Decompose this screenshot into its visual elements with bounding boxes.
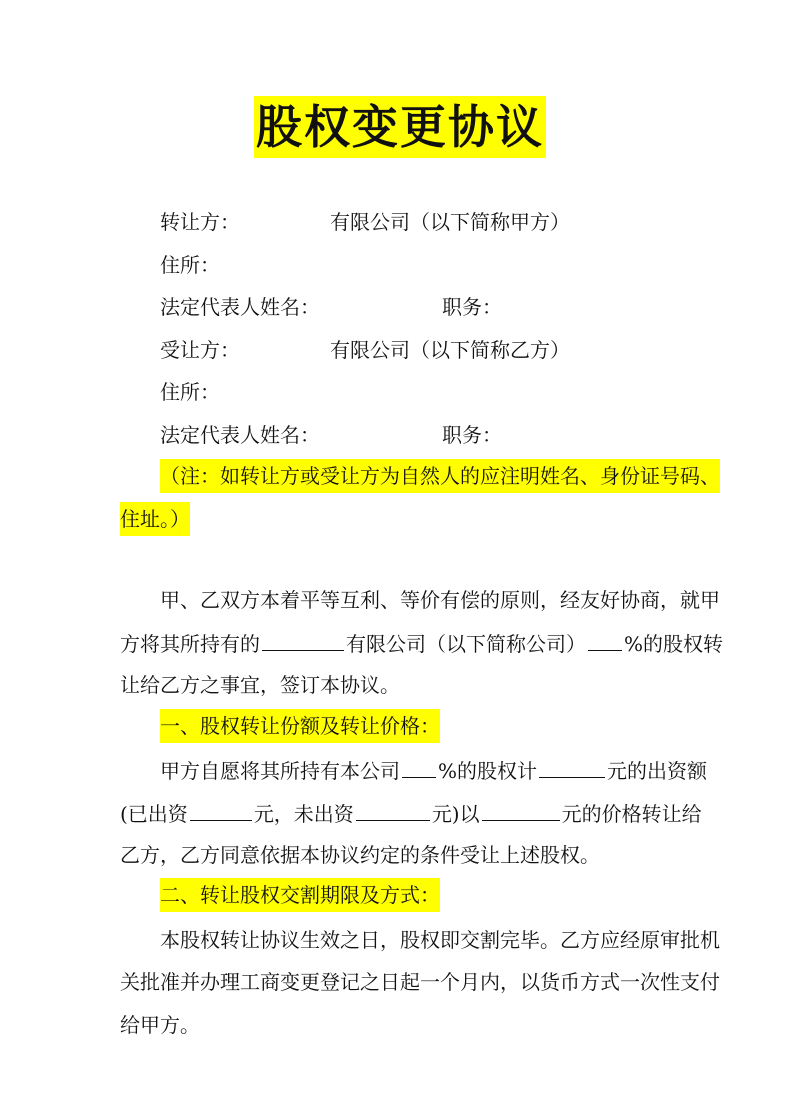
paid-capital-blank[interactable]	[190, 798, 252, 821]
transferee-company: 有限公司（以下简称乙方）	[330, 338, 570, 362]
transferee-label: 受让方：	[160, 338, 240, 362]
section1-heading: 一、股权转让份额及转让价格：	[160, 709, 440, 743]
document-title: 股权变更协议	[254, 96, 546, 158]
transfer-percent-blank[interactable]	[402, 755, 436, 778]
address-label-2: 住所：	[160, 380, 220, 404]
transfer-price-blank[interactable]	[482, 798, 560, 821]
capital-amount-blank[interactable]	[539, 755, 605, 778]
section1-line-1-a: 甲方自愿将其所持有本公司	[160, 759, 400, 783]
position-label-1: 职务：	[442, 295, 502, 319]
section2-line-1: 本股权转让协议生效之日，股权即交割完毕。乙方应经原审批机	[160, 928, 720, 952]
intro-line-2-c: %的股权转	[624, 632, 724, 656]
section1-line-2	[120, 798, 702, 829]
intro-line-2-b: 有限公司（以下简称公司）	[346, 632, 586, 656]
intro-line-2-a: 方将其所持有的	[120, 632, 260, 656]
transferor-label: 转让方：	[160, 210, 240, 234]
section1-line-3: 乙方，乙方同意依据本协议约定的条件受让上述股权。	[120, 843, 600, 867]
section1-line-1	[160, 755, 707, 786]
legal-rep-label-2: 法定代表人姓名：	[160, 423, 320, 447]
address-label-1: 住所：	[160, 253, 220, 277]
section1-line-2-d: 元的价格转让给	[561, 802, 702, 826]
position-label-2: 职务：	[442, 423, 502, 447]
section2-line-3: 给甲方。	[120, 1013, 200, 1037]
intro-line-1: 甲、乙双方本着平等互利、等价有偿的原则，经友好协商，就甲	[160, 588, 720, 612]
company-name-blank[interactable]	[262, 628, 344, 651]
note-line-2: 住址。）	[120, 502, 190, 536]
section2-heading: 二、转让股权交割期限及方式：	[160, 878, 440, 912]
section1-line-1-b: %的股权计	[438, 759, 538, 783]
section1-line-2-b: 元，未出资	[253, 802, 354, 826]
intro-line-3: 让给乙方之事宜，签订本协议。	[120, 673, 400, 697]
unpaid-capital-blank[interactable]	[356, 798, 430, 821]
legal-rep-label-1: 法定代表人姓名：	[160, 295, 320, 319]
section1-line-2-c: 元)以	[431, 802, 480, 826]
section2-line-2: 关批准并办理工商变更登记之日起一个月内，以货币方式一次性支付	[120, 970, 720, 994]
note-line-1: （注：如转让方或受让方为自然人的应注明姓名、身份证号码、	[160, 459, 720, 493]
transferor-company: 有限公司（以下简称甲方）	[330, 210, 570, 234]
section1-line-1-c: 元的出资额	[607, 759, 708, 783]
section1-line-2-a: (已出资	[120, 802, 188, 826]
share-percent-blank[interactable]	[588, 628, 622, 651]
intro-line-2	[120, 628, 723, 659]
